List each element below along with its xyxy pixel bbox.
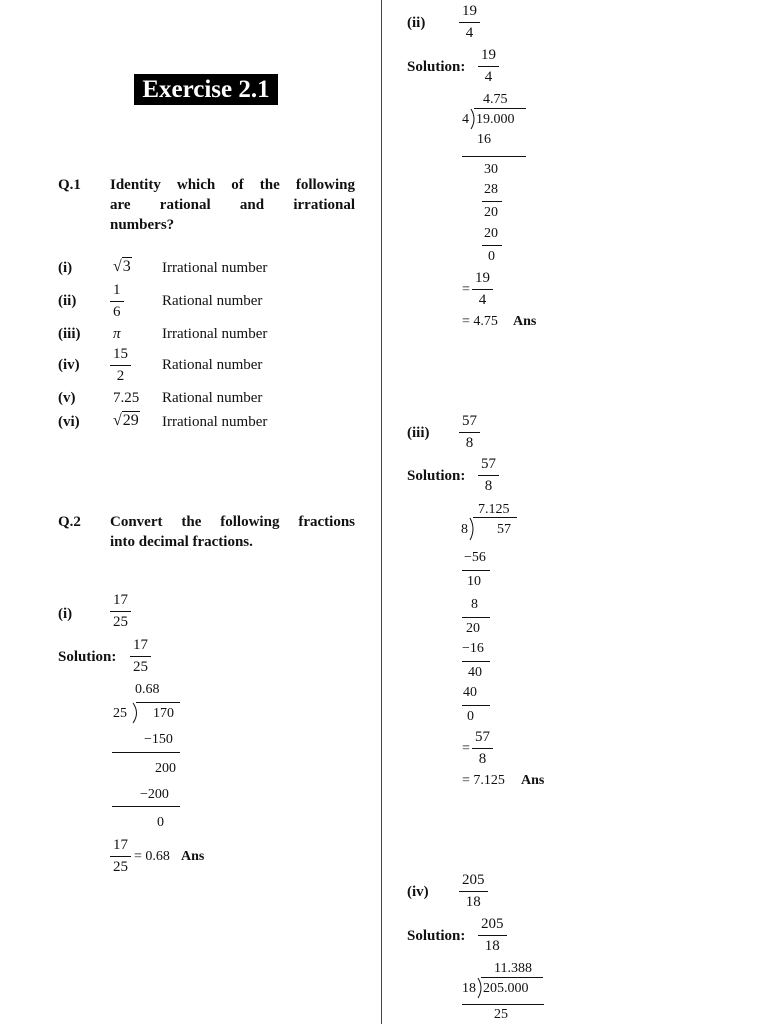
solution-label: Solution:: [407, 59, 466, 75]
division-step: 200: [155, 761, 176, 776]
division-step: 10: [467, 574, 481, 589]
answer-text: Rational number: [162, 293, 263, 309]
fraction: $\frac{57}{8}$: [472, 729, 493, 768]
division-step: −56: [464, 550, 486, 565]
question-number: Q.2: [58, 514, 81, 530]
question-text-line: Identity which of the following: [110, 177, 355, 193]
fraction: $\frac{17}{25}$: [110, 592, 131, 631]
item-label: (iii): [58, 326, 81, 342]
answer-mark: Ans: [181, 849, 205, 864]
item-label: (iv): [58, 357, 80, 373]
quotient: 7.125: [478, 502, 510, 517]
answer-mark: Ans: [521, 773, 545, 788]
vinculum: [473, 517, 517, 518]
division-step: 40: [468, 665, 482, 680]
step-line: [462, 156, 526, 157]
dividend: 57: [497, 522, 511, 537]
division-bracket: [468, 517, 478, 541]
step-line: [462, 661, 490, 662]
division-step: 8: [471, 597, 478, 612]
quotient: 4.75: [483, 92, 508, 107]
item-label: (i): [58, 260, 73, 276]
solution-label: Solution:: [58, 649, 117, 665]
decimal-value: 7.25: [113, 390, 140, 406]
division-step: 20: [466, 621, 480, 636]
fraction: $\frac{17}{25}$: [130, 637, 151, 676]
pi-symbol: π: [113, 326, 121, 342]
vinculum: [474, 108, 526, 109]
fraction: $\frac{15}{2}$: [110, 346, 131, 385]
fraction: $\frac{17}{25}$: [110, 837, 131, 876]
solution-label: Solution:: [407, 928, 466, 944]
division-step: 16: [477, 132, 491, 147]
dividend: 205.000: [483, 981, 529, 996]
fraction: $\frac{57}{8}$: [478, 456, 499, 495]
division-step: 0: [488, 249, 495, 264]
question-text-line: are rational and irrational: [110, 197, 355, 213]
step-line: [462, 570, 490, 571]
equals-sign: =: [462, 741, 470, 756]
part-label: (i): [58, 606, 73, 622]
equals-sign: =: [462, 282, 470, 297]
fraction: $\frac{19}{4}$: [459, 3, 480, 42]
quotient: 11.388: [494, 961, 532, 976]
division-step: 0: [157, 815, 164, 830]
question-text-line: into decimal fractions.: [110, 534, 253, 550]
answer-mark: Ans: [513, 314, 537, 329]
divisor: 8: [461, 522, 468, 537]
dividend: 170: [153, 706, 174, 721]
answer-text: Irrational number: [162, 326, 268, 342]
result-value: = 4.75: [462, 314, 498, 329]
answer-text: Irrational number: [162, 260, 268, 276]
division-step: 28: [484, 182, 498, 197]
quotient: 0.68: [135, 682, 160, 697]
question-number: Q.1: [58, 177, 81, 193]
part-label: (ii): [407, 15, 426, 31]
division-step: 0: [467, 709, 474, 724]
sqrt-expression: √29: [113, 412, 139, 429]
answer-text: Rational number: [162, 390, 263, 406]
solution-label: Solution:: [407, 468, 466, 484]
step-line: [482, 245, 502, 246]
step-line: [112, 806, 180, 807]
sqrt-expression: √3: [113, 258, 131, 275]
fraction: $\frac{57}{8}$: [459, 413, 480, 452]
exercise-title: Exercise 2.1: [134, 74, 278, 105]
vinculum: [136, 702, 180, 703]
fraction: $\frac{19}{4}$: [472, 270, 493, 309]
division-step: 30: [484, 162, 498, 177]
question-text-line: Convert the following fractions: [110, 514, 355, 530]
step-line: [112, 752, 180, 753]
step-line: [482, 201, 502, 202]
fraction: $\frac{205}{18}$: [459, 872, 488, 911]
item-label: (v): [58, 390, 76, 406]
step-line: [462, 617, 490, 618]
division-step: 25: [494, 1007, 508, 1022]
division-step: −150: [144, 732, 173, 747]
part-label: (iii): [407, 425, 430, 441]
divisor: 25: [113, 706, 127, 721]
answer-text: Irrational number: [162, 414, 268, 430]
divisor: 18: [462, 981, 476, 996]
step-line: [462, 705, 490, 706]
dividend: 19.000: [476, 112, 515, 127]
fraction: $\frac{1}{6}$: [110, 282, 124, 321]
division-step: 20: [484, 205, 498, 220]
division-step: 20: [484, 226, 498, 241]
result-value: = 0.68: [134, 849, 170, 864]
question-text-line: numbers?: [110, 217, 175, 233]
item-label: (vi): [58, 414, 80, 430]
step-line: [462, 1004, 544, 1005]
division-bracket: [131, 702, 143, 724]
division-step: −200: [140, 787, 169, 802]
vinculum: [481, 977, 543, 978]
column-divider: [381, 0, 382, 1024]
fraction: $\frac{205}{18}$: [478, 916, 507, 955]
answer-text: Rational number: [162, 357, 263, 373]
division-step: 40: [463, 685, 477, 700]
part-label: (iv): [407, 884, 429, 900]
divisor: 4: [462, 112, 469, 127]
item-label: (ii): [58, 293, 77, 309]
fraction: $\frac{19}{4}$: [478, 47, 499, 86]
division-step: −16: [462, 641, 484, 656]
result-value: = 7.125: [462, 773, 505, 788]
